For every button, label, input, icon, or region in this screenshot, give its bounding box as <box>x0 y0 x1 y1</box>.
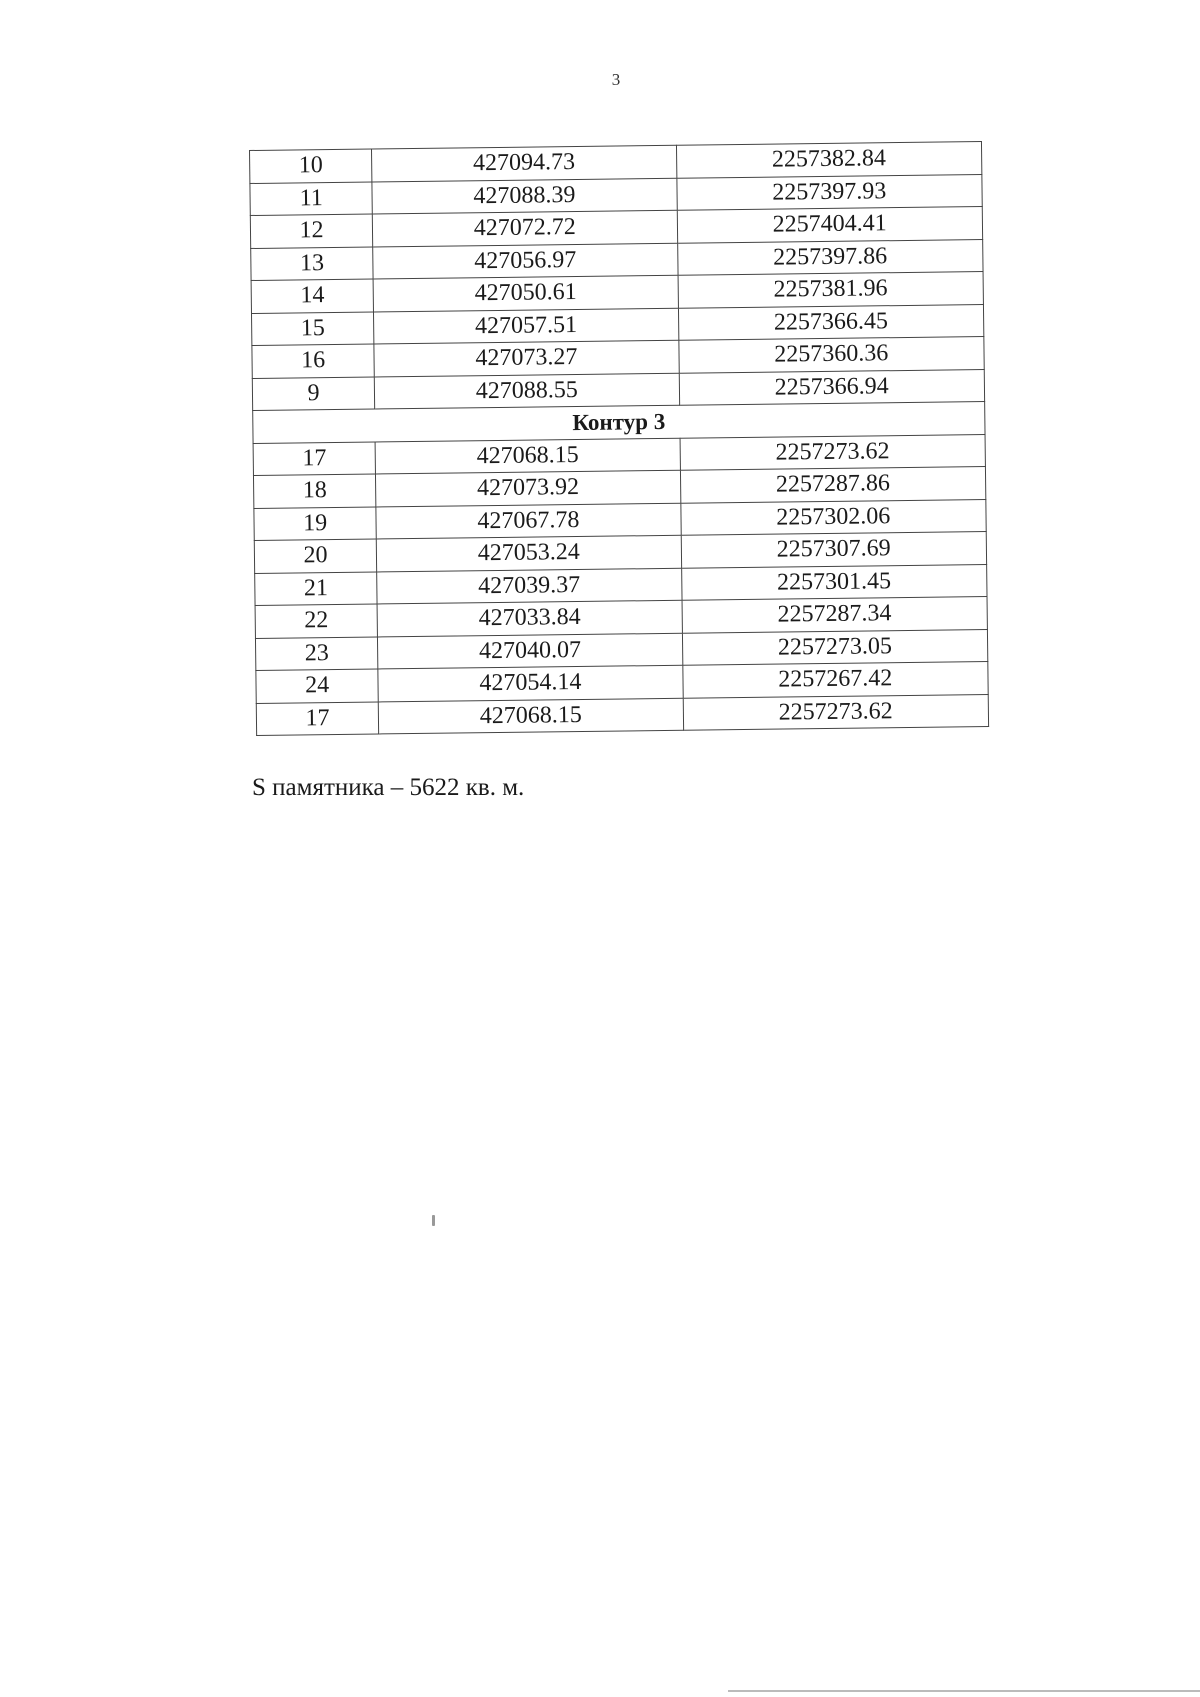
x-coordinate-cell: 427040.07 <box>378 633 683 669</box>
x-coordinate-cell: 427057.51 <box>374 308 679 344</box>
y-coordinate-cell: 2257267.42 <box>682 662 988 698</box>
point-number-cell: 20 <box>254 539 377 573</box>
y-coordinate-cell: 2257273.62 <box>683 694 989 730</box>
y-coordinate-cell: 2257301.45 <box>681 564 987 600</box>
area-statement: S памятника – 5622 кв. м. <box>252 774 525 801</box>
x-coordinate-cell: 427054.14 <box>378 665 683 701</box>
x-coordinate-cell: 427088.39 <box>372 178 677 214</box>
x-coordinate-cell: 427056.97 <box>373 243 678 279</box>
y-coordinate-cell: 2257404.41 <box>677 207 983 243</box>
y-coordinate-cell: 2257287.34 <box>682 597 988 633</box>
point-number-cell: 22 <box>255 604 378 638</box>
x-coordinate-cell: 427039.37 <box>377 568 682 604</box>
point-number-cell: 24 <box>256 669 379 703</box>
point-number-cell: 9 <box>252 376 375 410</box>
point-number-cell: 17 <box>253 441 376 475</box>
point-number-cell: 21 <box>255 571 378 605</box>
point-number-cell: 17 <box>256 701 379 735</box>
scan-edge-line <box>728 1690 1200 1692</box>
y-coordinate-cell: 2257307.69 <box>681 532 987 568</box>
x-coordinate-cell: 427072.72 <box>372 210 677 246</box>
y-coordinate-cell: 2257366.45 <box>678 304 984 340</box>
y-coordinate-cell: 2257366.94 <box>679 369 985 405</box>
point-number-cell: 19 <box>254 506 377 540</box>
scan-speck <box>432 1215 435 1226</box>
x-coordinate-cell: 427067.78 <box>376 503 681 539</box>
x-coordinate-cell: 427068.15 <box>378 698 683 734</box>
point-number-cell: 18 <box>253 474 376 508</box>
point-number-cell: 15 <box>251 311 374 345</box>
y-coordinate-cell: 2257273.05 <box>682 629 988 665</box>
x-coordinate-cell: 427053.24 <box>376 535 681 571</box>
point-number-cell: 10 <box>250 149 373 183</box>
x-coordinate-cell: 427068.15 <box>375 438 680 474</box>
x-coordinate-cell: 427033.84 <box>377 600 682 636</box>
y-coordinate-cell: 2257397.93 <box>676 174 982 210</box>
x-coordinate-cell: 427094.73 <box>372 145 677 181</box>
x-coordinate-cell: 427073.27 <box>374 340 679 376</box>
point-number-cell: 23 <box>255 636 378 670</box>
y-coordinate-cell: 2257382.84 <box>676 142 982 178</box>
point-number-cell: 14 <box>251 279 374 313</box>
point-number-cell: 16 <box>252 344 375 378</box>
point-number-cell: 12 <box>250 214 373 248</box>
y-coordinate-cell: 2257381.96 <box>678 272 984 308</box>
point-number-cell: 13 <box>251 246 374 280</box>
x-coordinate-cell: 427088.55 <box>374 373 679 409</box>
y-coordinate-cell: 2257287.86 <box>680 467 986 503</box>
y-coordinate-cell: 2257273.62 <box>680 434 986 470</box>
coordinates-table-container <box>249 141 989 736</box>
point-number-cell: 11 <box>250 181 373 215</box>
y-coordinate-cell: 2257360.36 <box>678 337 984 373</box>
coordinates-table <box>249 141 989 736</box>
section-title: Контур 3 <box>253 402 985 443</box>
y-coordinate-cell: 2257302.06 <box>680 499 986 535</box>
x-coordinate-cell: 427050.61 <box>373 275 678 311</box>
page-number: 3 <box>611 70 621 89</box>
y-coordinate-cell: 2257397.86 <box>677 239 983 275</box>
x-coordinate-cell: 427073.92 <box>376 470 681 506</box>
